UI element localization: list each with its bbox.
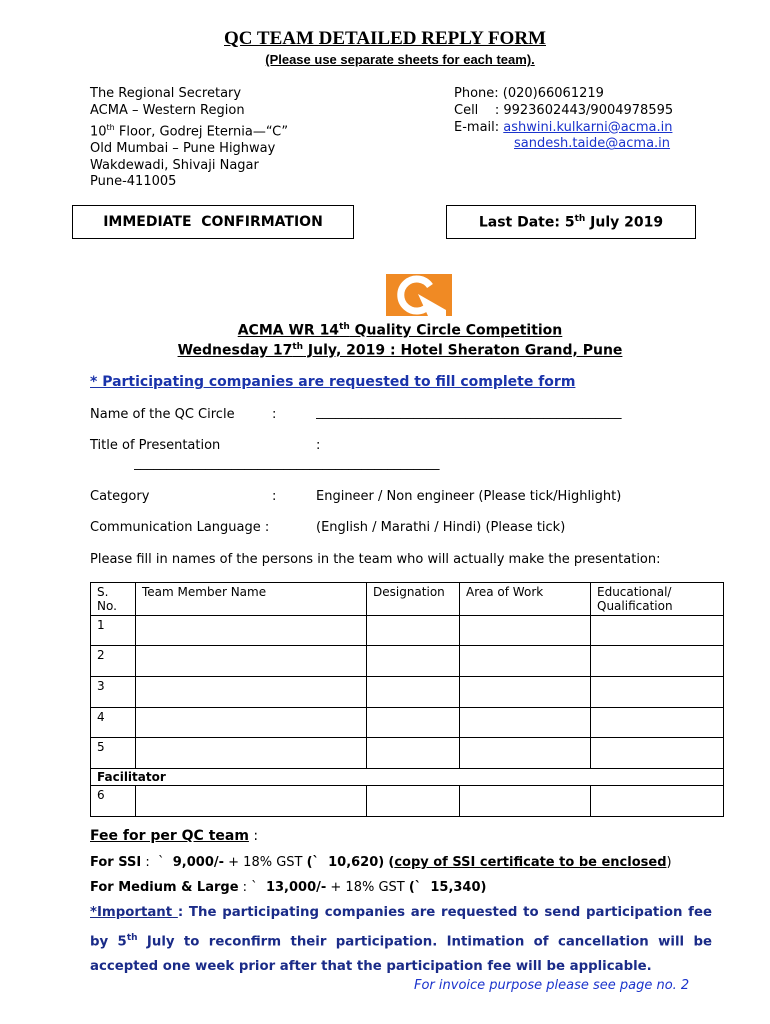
address-block <box>90 86 288 191</box>
qc-circle-field[interactable]: _______________________________________________ <box>316 405 622 420</box>
designation-cell[interactable] <box>367 616 460 646</box>
table-header-name: Team Member Name <box>136 583 367 616</box>
fee-ml-sep: : ` <box>238 880 266 895</box>
address-line: The Regional Secretary <box>90 86 242 101</box>
address-line: Pune-411005 <box>90 174 177 190</box>
fee-ssi-sep: : ` <box>141 855 173 870</box>
email-link-2[interactable]: sandesh.taide@acma.in <box>514 136 671 152</box>
fee-ssi-amount: 9,000/- <box>172 855 225 870</box>
table-row <box>91 786 724 817</box>
fee-ssi-total: (` 10,620) <box>306 855 385 870</box>
event-date-a: Wednesday 17 <box>177 342 293 359</box>
row-number: 1 <box>91 616 136 646</box>
event-title-sup: th <box>339 322 350 332</box>
name-cell[interactable] <box>136 677 367 708</box>
last-date-box <box>446 205 696 239</box>
name-cell[interactable] <box>136 646 367 677</box>
name-cell[interactable] <box>136 738 367 769</box>
address-line: Wakdewadi, Shivaji Nagar <box>90 157 259 173</box>
table-row <box>91 677 724 708</box>
area-cell[interactable] <box>460 786 591 817</box>
presentation-title-label: Title of Presentation <box>90 438 221 453</box>
address-line: 10th Floor, Godrej Eternia—“C” <box>90 122 289 139</box>
qc-circle-label: Name of the QC Circle <box>90 407 235 422</box>
qc-circle-colon: : <box>272 407 277 422</box>
table-row <box>91 616 724 646</box>
table-header-designation: Designation <box>367 583 460 616</box>
address-line: ACMA – Western Region <box>90 102 245 118</box>
facilitator-label: Facilitator <box>91 769 724 786</box>
cell-text: Cell : 9923602443/9004978595 <box>454 102 674 118</box>
fill-form-request: * Participating companies are requested to fill complete form <box>90 374 576 390</box>
qualification-cell[interactable] <box>591 677 724 708</box>
immediate-confirmation-box <box>72 205 354 239</box>
contact-block <box>454 86 673 153</box>
name-cell[interactable] <box>136 786 367 817</box>
address-line: Old Mumbai – Pune Highway <box>90 140 276 156</box>
fee-medium-large <box>90 880 486 895</box>
fee-ssi-note: copy of SSI certificate to be enclosed <box>394 855 667 870</box>
presentation-title-field[interactable]: _______________________________________________ <box>134 456 440 471</box>
qualification-cell[interactable] <box>591 646 724 677</box>
designation-cell[interactable] <box>367 708 460 738</box>
designation-cell[interactable] <box>367 677 460 708</box>
team-instruction: Please fill in names of the persons in the team who will actually make the presentation: <box>90 552 661 567</box>
table-header-sno: S. No. <box>91 583 136 616</box>
event-title <box>0 322 770 339</box>
row-number: 6 <box>91 786 136 817</box>
row-number: 4 <box>91 708 136 738</box>
important-notice <box>90 900 712 980</box>
fee-ml-total: (` 15,340) <box>408 880 487 895</box>
qualification-cell[interactable] <box>591 786 724 817</box>
last-date-prefix: Last Date: 5 <box>478 214 575 231</box>
area-cell[interactable] <box>460 738 591 769</box>
designation-cell[interactable] <box>367 646 460 677</box>
phone-text: Phone: (020)66061219 <box>454 86 604 101</box>
table-header-area: Area of Work <box>460 583 591 616</box>
fee-heading <box>90 828 258 844</box>
fee-ml-label: For Medium & Large <box>90 880 239 895</box>
fee-ml-gst: + 18% GST <box>326 880 409 895</box>
fee-ssi-gst: + 18% GST <box>224 855 307 870</box>
last-date-sup: th <box>574 213 586 224</box>
important-text-b: July to reconfirm their participation. Intimation of cancellation will be accepted one week prior after that the participation fee will be applicable. <box>90 933 712 975</box>
page-subtitle: (Please use separate sheets for each team). <box>265 52 535 67</box>
event-title-b: Quality Circle Competition <box>349 322 563 339</box>
page-title: QC TEAM DETAILED REPLY FORM <box>224 28 546 49</box>
area-cell[interactable] <box>460 616 591 646</box>
category-options[interactable]: Engineer / Non engineer (Please tick/Highlight) <box>316 489 622 504</box>
area-cell[interactable] <box>460 646 591 677</box>
fee-ml-amount: 13,000/- <box>265 880 327 895</box>
presentation-title-colon: : <box>316 438 321 453</box>
fee-heading-colon: : <box>248 828 259 844</box>
event-date-sup: th <box>292 342 304 352</box>
designation-cell[interactable] <box>367 738 460 769</box>
invoice-footnote: For invoice purpose please see page no. 2 <box>414 978 690 993</box>
fee-heading-text: Fee for per QC team <box>90 828 249 844</box>
team-members-table <box>90 582 724 817</box>
event-date-b: July, 2019 : Hotel Sheraton Grand, Pune <box>303 342 623 359</box>
acma-logo-icon <box>384 272 454 318</box>
event-title-a: ACMA WR 14 <box>237 322 340 339</box>
designation-cell[interactable] <box>367 786 460 817</box>
fee-ssi: For SSI : ` 9,000/- + 18% GST (` 10,620) (copy of SSI certificate to be enclosed) <box>90 855 672 870</box>
table-row <box>91 708 724 738</box>
table-header-qualification: Educational/ Qualification <box>591 583 724 616</box>
important-text-a: : The participating companies are requested to send participation fee by 5 <box>90 905 712 949</box>
area-cell[interactable] <box>460 708 591 738</box>
immediate-confirmation-label: IMMEDIATE CONFIRMATION <box>103 214 323 230</box>
language-label: Communication Language : <box>90 520 270 535</box>
qualification-cell[interactable] <box>591 616 724 646</box>
fee-ssi-label: For SSI <box>90 855 142 870</box>
area-cell[interactable] <box>460 677 591 708</box>
category-label: Category <box>90 489 150 504</box>
table-header-row <box>91 583 724 616</box>
qualification-cell[interactable] <box>591 708 724 738</box>
facilitator-header-row <box>91 769 724 786</box>
row-number: 3 <box>91 677 136 708</box>
last-date-suffix: July 2019 <box>585 214 664 231</box>
row-number: 5 <box>91 738 136 769</box>
table-row <box>91 738 724 769</box>
language-options[interactable]: (English / Marathi / Hindi) (Please tick) <box>316 520 566 535</box>
important-sup: th <box>126 932 138 943</box>
email-link-1[interactable]: ashwini.kulkarni@acma.in <box>503 119 673 135</box>
name-cell[interactable] <box>136 708 367 738</box>
qualification-cell[interactable] <box>591 738 724 769</box>
name-cell[interactable] <box>136 616 367 646</box>
category-colon: : <box>272 489 277 504</box>
table-row <box>91 646 724 677</box>
email-line-2 <box>454 136 673 153</box>
event-date-venue <box>0 342 770 359</box>
email-label: E-mail: <box>454 119 500 135</box>
important-label: *Important <box>90 905 178 920</box>
last-date-label <box>479 214 663 231</box>
row-number: 2 <box>91 646 136 677</box>
email-line <box>454 120 673 137</box>
